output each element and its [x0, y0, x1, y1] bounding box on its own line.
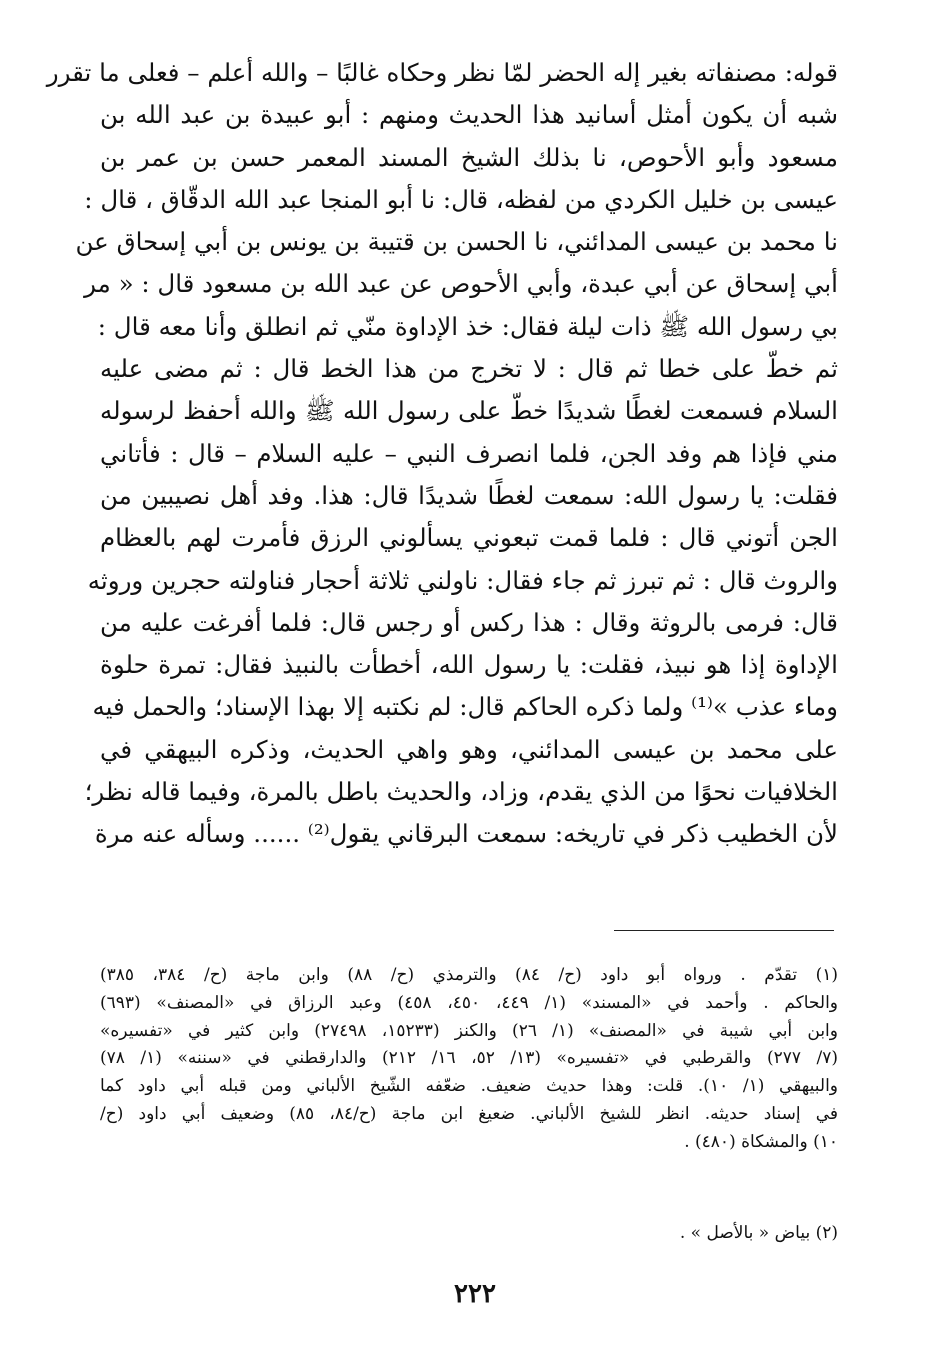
footnote-line: وابن أبي شيبة في «المصنف» (١/ ٢٦) والكنز (١٥٢٣٣، ٢٧٤٩٨) وابن كثير في «تفسيره» [100, 1020, 838, 1041]
text-line: مسعود وأبو الأحوص، نا بذلك الشيخ المسند المعمر حسن بن عمر بن [100, 142, 838, 172]
text-line: على محمد بن عيسى المدائني، وهو واهي الحديث، وذكره البيهقي في [100, 734, 838, 764]
text-line: لأن الخطيب ذكر في تاريخه: سمعت البرقاني يقول⁽²⁾ ...... وسأله عنه مرة [94, 819, 838, 849]
footnote-1 [100, 962, 838, 1157]
footnote-line: ١٠) والمشكاة (٤٨٠) . [684, 1131, 838, 1152]
text-line: وماء عذب »⁽¹⁾ ولما ذكره الحاكم قال: لم نكتبه إلا بهذا الإسناد؛ والحمل فيه [92, 692, 838, 722]
footnote-line: (٧/ ٢٧٧) والقرطبي في «تفسيره» (١٣/ ٥٢، ١٦/ ٢١٢) والدارقطني في «سننه» (١/ ٧٨) [100, 1048, 839, 1069]
text-line: شبه أن يكون أمثل أسانيد هذا الحديث ومنهم : أبو عبيدة بن عبد الله بن [100, 100, 838, 130]
footnote-line: والبيهقي (١/ ١٠). قلت: وهذا حديث ضعيف. ضعّفه الشّيخ الألباني ومن قبله أبي داود كما [100, 1076, 839, 1097]
footnote-2: (٢) بياض « بالأصل » . [679, 1223, 838, 1243]
text-line: الخلافيات نحوًا من الذي يقدم، وزاد، والحديث باطل بالمرة، وفيما قاله نظر؛ [84, 777, 838, 807]
text-line: والروث قال : ثم تبرز ثم جاء فقال: ناولني ثلاثة أحجار فناولته حجرين وروثه [87, 565, 838, 595]
text-line: نا محمد بن عيسى المدائني، نا الحسن بن قتيبة بن يونس بن أبي إسحاق عن [75, 227, 838, 257]
text-line: مني فإذا هم وفد الجن، فلما انصرف النبي – عليه السلام – قال : فأتاني [100, 438, 838, 468]
text-line: عيسى بن خليل الكردي من لفظه، قال: نا أبو المنجا عبد الله الدقّاق ، قال : [84, 184, 838, 214]
text-line: ثم خطّ على خطا ثم قال : لا تخرج من هذا الخط قال : ثم مضى عليه [100, 354, 838, 384]
page-number: ٢٢٢ [454, 1279, 496, 1309]
text-line: السلام فسمعت لغطًا شديدًا خطّ على رسول الله ﷺ والله أحفظ لرسوله [100, 396, 838, 426]
text-line: أبي إسحاق عن أبي عبدة، وأبي الأحوص عن عبد الله بن مسعود قال : « مر [84, 269, 838, 299]
footnote-line: (١) تقدّم . ورواه أبو داود (ح/ ٨٤) والترمذي (ح/ ٨٨) وابن ماجة (ح/ ٣٨٤، ٣٨٥) [100, 965, 839, 985]
main-text-block [46, 52, 838, 856]
footnote-line: في إسناد حديثه. انظر للشيخ الألباني. ضعيغ ابن ماجة (ح/٨٤، ٨٥) وضعيف أبي داود (ح/ [100, 1103, 839, 1124]
text-line: قال: فرمى بالروثة وقال : هذا ركس أو رجس قال: فلما أفرغت عليه من [100, 607, 838, 637]
text-line: بي رسول الله ﷺ ذات ليلة فقال: خذ الإداوة منّي ثم انطلق وأنا معه قال : [97, 311, 838, 341]
text-line: الإداوة إذا هو نبيذ، فقلت: يا رسول الله، أخطأت بالنبيذ فقال: تمرة حلوة [100, 650, 838, 680]
text-line: قوله: مصنفاته بغير إله الحضر لمّا نظر وحكاه غالبًا – والله أعلم – فعلى ما تقرر [46, 58, 838, 87]
footnote-line: والحاكم . وأحمد في «المسند» (١/ ٤٤٩، ٤٥٠، ٤٥٨) وعبد الرزاق في «المصنف» (٦٩٣) [100, 992, 839, 1013]
text-line: فقلت: يا رسول الله: سمعت لغطًا شديدًا قال: هذا. وفد أهل نصيبين من [100, 480, 838, 510]
text-line: الجن أتوني قال : فلما قمت تبعوني يسألوني الرزق فأمرت لهم بالعظام [100, 523, 838, 553]
footnote-separator [614, 930, 834, 931]
